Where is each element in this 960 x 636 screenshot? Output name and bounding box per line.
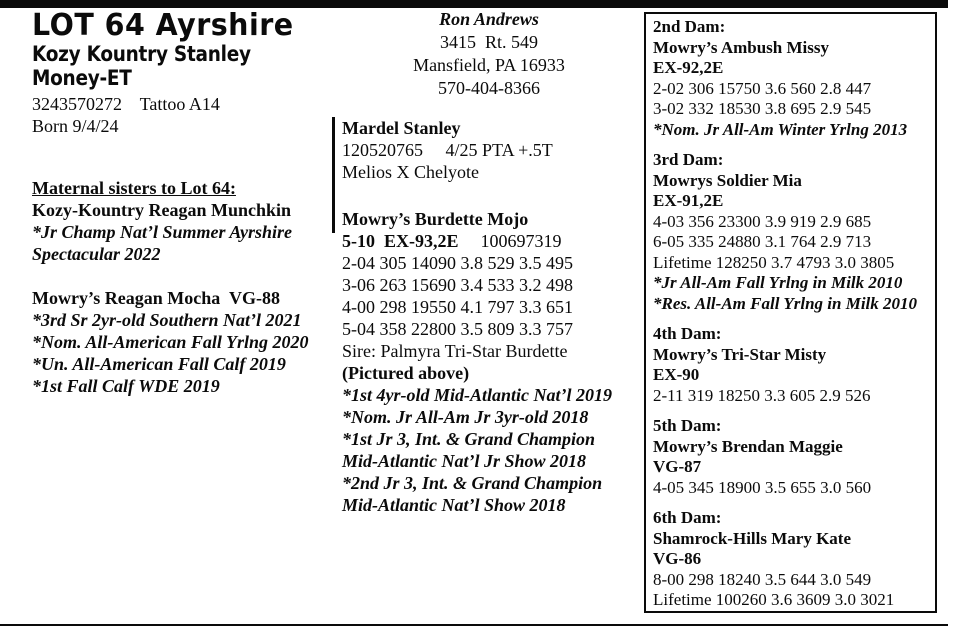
dam-label: 2nd Dam: (653, 17, 726, 36)
extended-pedigree-box (644, 12, 937, 613)
award-line: Spectacular 2022 (32, 244, 161, 264)
award-line: *Nom. Jr All-Am Winter Yrlng 2013 (653, 119, 908, 139)
dam-name: Shamrock-Hills Mary Kate (653, 528, 851, 548)
sister-awards (32, 221, 336, 265)
dam-score: EX-92,2E (653, 58, 724, 77)
page-title: LOT 64 Ayrshire (32, 8, 294, 43)
dam-records (653, 212, 932, 274)
award-line: *Un. All-American Fall Calf 2019 (32, 354, 286, 374)
award-line: *1st Jr 3, Int. & Grand Champion (342, 429, 596, 449)
dam-records (342, 252, 638, 340)
top-rule (0, 0, 948, 8)
sister-name: Kozy-Kountry Reagan Munchkin (32, 200, 292, 220)
record-line: 2-11 319 18250 3.3 605 2.9 526 (653, 385, 871, 405)
dam-awards (653, 120, 932, 141)
dam-score: VG-86 (653, 549, 702, 568)
dam-label: 3rd Dam: (653, 150, 724, 169)
dam-entry-2nd (653, 17, 932, 140)
award-line: *Jr Champ Nat’l Summer Ayrshire (32, 222, 293, 242)
dam-label: 4th Dam: (653, 324, 722, 343)
dam-name: Mowry’s Ambush Missy (653, 37, 829, 57)
dam-records (653, 79, 932, 120)
record-line: 4-05 345 18900 3.5 655 3.0 560 (653, 477, 872, 497)
award-line: *Nom. All-American Fall Yrlng 2020 (32, 332, 309, 352)
dam-label: 6th Dam: (653, 508, 722, 527)
dam-score: EX-91,2E (653, 191, 724, 210)
dam-entry-6th (653, 508, 932, 611)
consignor-contact (346, 8, 632, 100)
maternal-sisters-heading: Maternal sisters to Lot 64: (32, 178, 236, 198)
registration-line: 3243570272 Tattoo A14 (32, 94, 220, 114)
dam-score: EX-90 (653, 365, 700, 384)
contact-address-2: Mansfield, PA 16933 (413, 55, 565, 75)
contact-address-1: 3415 Rt. 549 (439, 32, 538, 52)
record-line: 8-00 298 18240 3.5 644 3.0 549 (653, 569, 872, 589)
record-line: Lifetime 128250 3.7 4793 3.0 3805 (653, 252, 895, 272)
dam-records (653, 386, 932, 407)
award-line: *Nom. Jr All-Am Jr 3yr-old 2018 (342, 407, 589, 427)
award-line: *1st 4yr-old Mid-Atlantic Nat’l 2019 (342, 385, 612, 405)
record-line: Lifetime 100260 3.6 3609 3.0 3021 (653, 590, 895, 609)
animal-name: Kozy Kountry Stanley Money-ET (32, 42, 257, 90)
award-line: Mid-Atlantic Nat’l Show 2018 (342, 495, 566, 515)
record-line: 2-02 306 15750 3.6 560 2.8 447 (653, 78, 872, 98)
contact-name: Ron Andrews (439, 9, 539, 29)
birth-date: Born 9/4/24 (32, 116, 119, 136)
award-line: *Jr All-Am Fall Yrlng in Milk 2010 (653, 273, 903, 292)
sire-name: Mardel Stanley (342, 118, 461, 138)
dam-entry-5th (653, 416, 932, 498)
pictured-note: (Pictured above) (342, 363, 470, 383)
dam-awards (653, 273, 932, 314)
sire-registration-line: 120520765 4/25 PTA +.5T (342, 140, 553, 160)
award-line: *2nd Jr 3, Int. & Grand Champion (342, 473, 603, 493)
maternal-sisters-section (32, 177, 336, 397)
dam-awards (342, 384, 638, 516)
bottom-rule (0, 624, 948, 626)
dam-sire-line: Sire: Palmyra Tri-Star Burdette (342, 341, 568, 361)
dam-registration: 100697319 (480, 231, 562, 251)
contact-phone: 570-404-8366 (438, 78, 540, 98)
lot-header (32, 10, 334, 137)
dam-entry-3rd (653, 150, 932, 314)
record-line: 5-04 358 22800 3.5 809 3.3 757 (342, 319, 573, 339)
award-line: *3rd Sr 2yr-old Southern Nat’l 2021 (32, 310, 302, 330)
record-line: 6-05 335 24880 3.1 764 2.9 713 (653, 232, 872, 251)
dam-score: VG-87 (653, 457, 702, 476)
dam-score: 5-10 EX-93,2E (342, 231, 459, 251)
dam-section (342, 208, 638, 516)
record-line: 4-03 356 23300 3.9 919 2.9 685 (653, 211, 872, 231)
dam-label: 5th Dam: (653, 416, 722, 435)
dam-name: Mowry’s Tri-Star Misty (653, 344, 827, 364)
dam-name: Mowry’s Burdette Mojo (342, 209, 529, 229)
dam-records (653, 570, 932, 611)
record-line: 4-00 298 19550 4.1 797 3.3 651 (342, 297, 573, 317)
record-line: 3-06 263 15690 3.4 533 3.2 498 (342, 275, 573, 295)
dam-records (653, 478, 932, 499)
sister-awards (32, 309, 336, 397)
award-line: *Res. All-Am Fall Yrlng in Milk 2010 (653, 293, 918, 313)
dam-entry-4th (653, 324, 932, 406)
award-line: *1st Fall Calf WDE 2019 (32, 376, 220, 396)
sister-entry (32, 199, 336, 265)
record-line: 3-02 332 18530 3.8 695 2.9 545 (653, 99, 872, 118)
dam-name: Mowry’s Brendan Maggie (653, 436, 843, 456)
pedigree-bracket-line (332, 117, 335, 233)
sire-cross-line: Melios X Chelyote (342, 162, 479, 182)
sister-entry (32, 287, 336, 397)
sister-name: Mowry’s Reagan Mocha VG-88 (32, 288, 280, 308)
award-line: Mid-Atlantic Nat’l Jr Show 2018 (342, 451, 587, 471)
record-line: 2-04 305 14090 3.8 529 3.5 495 (342, 253, 573, 273)
sire-section (342, 117, 634, 183)
dam-score-line (342, 230, 638, 252)
dam-name: Mowrys Soldier Mia (653, 170, 802, 190)
